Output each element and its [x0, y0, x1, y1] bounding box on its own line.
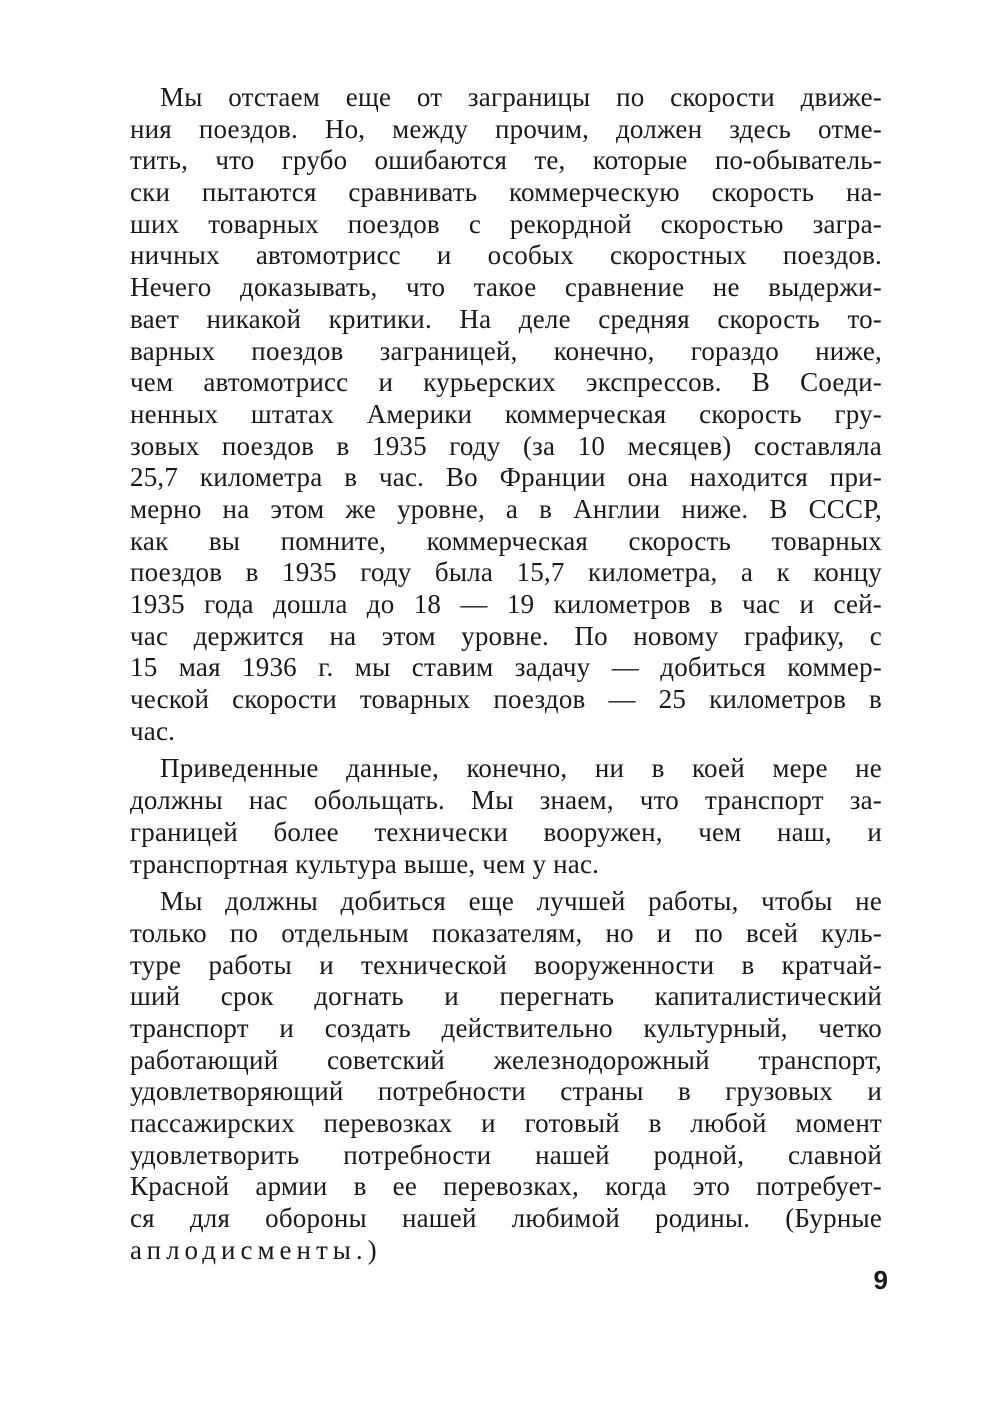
text-line: как вы помните, коммерческая скорость товарных — [130, 525, 882, 556]
text-line: только по отдельным показателям, но и по всей куль- — [130, 917, 882, 948]
text-line: транспорт и создать действительно культурный, четко — [130, 1012, 882, 1043]
text-line: транспортная культура выше, чем у нас. — [130, 848, 600, 879]
text-line: 15 мая 1936 г. мы ставим задачу — добиться коммер- — [130, 652, 882, 683]
text-line: Красной армии в ее перевозках, когда это потребует- — [130, 1171, 882, 1202]
paragraph-3 — [130, 886, 882, 1266]
text-line: Мы отстаем еще от заграницы по скорости движе- — [160, 82, 882, 112]
text-line: варных поездов заграницей, конечно, гораздо ниже, — [130, 335, 882, 366]
text-line: ший срок догнать и перегнать капиталистический — [130, 981, 882, 1012]
text-line: зовых поездов в 1935 году (за 10 месяцев) составляла — [130, 430, 882, 461]
text-line: 25,7 километра в час. Во Франции она находится при- — [130, 462, 882, 493]
text-line: ничных автомотрисс и особых скоростных поездов. — [130, 240, 882, 271]
text-line: удовлетворяющий потребности страны в грузовых и — [130, 1076, 882, 1107]
text-line: работающий советский железнодорожный транспорт, — [130, 1044, 882, 1075]
text-line: тить, что грубо ошибаются те, которые по-обыватель- — [130, 145, 882, 176]
page-body — [130, 82, 882, 1272]
text-line: 1935 года дошла до 18 — 19 километров в час и сей- — [130, 589, 882, 619]
text-line: час. — [130, 715, 176, 746]
text-line: Приведенные данные, конечно, ни в коей мере не — [160, 753, 882, 784]
text-line: ненных штатах Америки коммерческая скорость гру- — [130, 398, 882, 429]
text-line: ся для обороны нашей любимой родины. (Бурные — [130, 1203, 882, 1234]
text-line: должны нас обольщать. Мы знаем, что транспорт за- — [130, 785, 882, 816]
text-line: чем автомотрисс и курьерских экспрессов. В Соеди- — [130, 367, 882, 398]
text-line: туре работы и технической вооруженности в кратчай- — [130, 949, 882, 980]
paragraph-1 — [130, 82, 882, 747]
text-line: пассажирских перевозках и готовый в любой момент — [130, 1108, 882, 1138]
text-line: ски пытаются сравнивать коммерческую скорость на- — [130, 177, 882, 208]
text-line: Мы должны добиться еще лучшей работы, чтобы не — [160, 886, 882, 917]
text-line: ния поездов. Но, между прочим, должен здесь отме- — [130, 113, 882, 144]
text-line: ческой скорости товарных поездов — 25 километров в — [130, 684, 882, 715]
text-line: вает никакой критики. На деле средняя скорость то- — [130, 303, 882, 334]
text-line: границей более технически вооружен, чем наш, и — [130, 816, 882, 847]
text-line: мерно на этом же уровне, а в Англии ниже. В СССР, — [130, 493, 882, 524]
text-line: удовлетворить потребности нашей родной, славной — [130, 1139, 882, 1170]
text-line: час держится на этом уровне. По новому графику, с — [130, 620, 882, 651]
text-line: Нечего доказывать, что такое сравнение не выдержи- — [130, 272, 882, 303]
paragraph-2 — [130, 753, 882, 880]
text-line: поездов в 1935 году была 15,7 километра, а к концу — [130, 557, 882, 588]
page-number: 9 — [873, 1265, 888, 1295]
text-line: аплодисменты.) — [130, 1234, 382, 1265]
text-line: ших товарных поездов с рекордной скоростью загра- — [130, 208, 882, 239]
